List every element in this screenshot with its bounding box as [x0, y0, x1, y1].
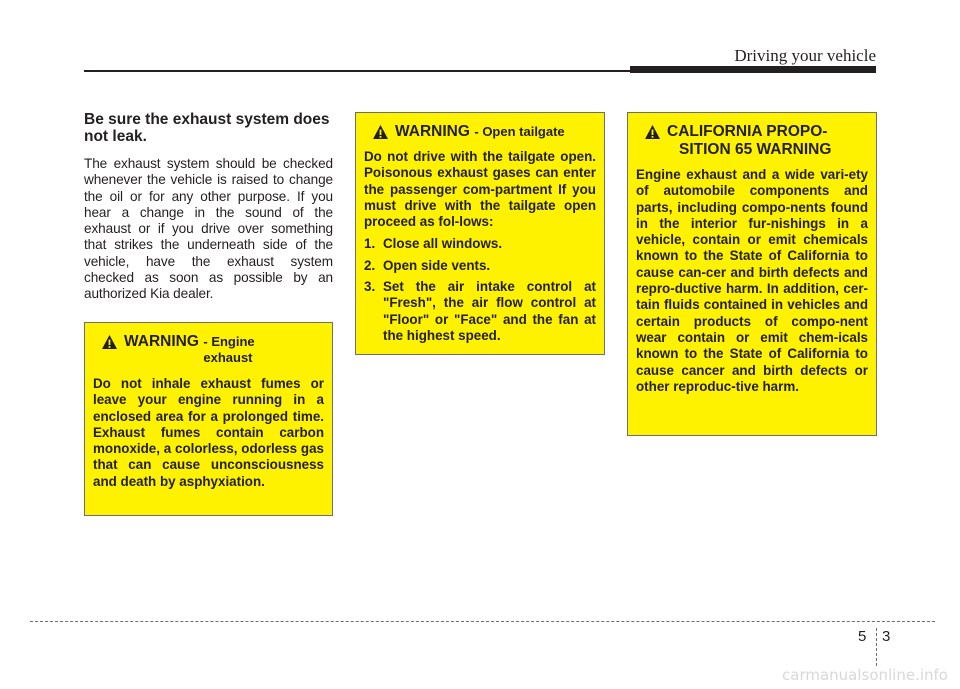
exhaust-section — [84, 111, 333, 303]
page-header-title: Driving your vehicle — [734, 46, 876, 65]
page-number: 3 — [882, 628, 891, 645]
list-item: 3. Set the air intake control at "Fresh", the air flow control at "Floor" or "Face" and the fan at the highest speed. — [364, 279, 596, 343]
list-item: 1. Close all windows. — [364, 236, 503, 252]
footer-divider — [30, 621, 935, 622]
header-bar — [630, 66, 876, 73]
warning-title — [364, 123, 596, 141]
prop65-warning-text: Engine exhaust and a wide vari-ety of automobile components and parts, including compo-nents found in the interior fur-nishings in a vehicle, contain or emit chemicals known to the State of California to cause can-cer and birth defects and repro-ductive harm. In addition, cer-tain fluids contained in vehicles and certain products of compo-nent wear contain or emit chem-icals known to the State of California to cause cancer and birth defects or other reproduc-tive harm. — [636, 167, 868, 394]
section-body: The exhaust system should be checked whenever the vehicle is raised to change the oil or for any other purpose. If you hear a change in the sound of the exhaust or if you drive over something that strikes the underneath side of the vehicle, have the exhaust system checked as soon as possible by an authorized Kia dealer. — [84, 156, 333, 302]
watermark: carmanualsonline.info — [782, 666, 948, 684]
warning-triangle-icon — [101, 334, 118, 350]
warning-title — [636, 123, 868, 159]
warning-title — [93, 333, 324, 366]
warning-word: WARNING — [395, 123, 470, 140]
section-heading: Be sure the exhaust system does not leak. — [84, 111, 330, 145]
warning-tailgate-text: Do not drive with the tailgate open. Poisonous exhaust gases can enter the passenger com-partment If you must drive with the tailgate open proceed as fol-lows: — [364, 149, 596, 230]
warning-open-tailgate-box — [355, 112, 605, 355]
warning-triangle-icon — [372, 124, 389, 140]
warning-subtitle: - Engine exhaust — [203, 334, 255, 365]
list-item: 2. Open side vents. — [364, 257, 491, 273]
california-prop65-warning-box — [627, 112, 877, 436]
tailgate-steps-list — [364, 236, 596, 344]
warning-triangle-icon — [644, 124, 661, 140]
header-rule — [84, 70, 630, 72]
warning-word: WARNING — [124, 333, 199, 350]
warning-subtitle: - Open tailgate — [474, 124, 565, 139]
warning-engine-text: Do not inhale exhaust fumes or leave your engine running in a enclosed area for a prolonged time. Exhaust fumes contain carbon monoxide, a colorless, odorless gas that can cause unconsciousness and death by asphyxiation. — [93, 376, 324, 489]
warning-engine-exhaust-box — [84, 322, 333, 516]
page-number-separator — [876, 628, 877, 666]
prop65-title-line2: SITION 65 WARNING — [679, 141, 832, 158]
section-number: 5 — [858, 628, 867, 645]
prop65-title-line1: CALIFORNIA PROPO- — [667, 123, 828, 140]
